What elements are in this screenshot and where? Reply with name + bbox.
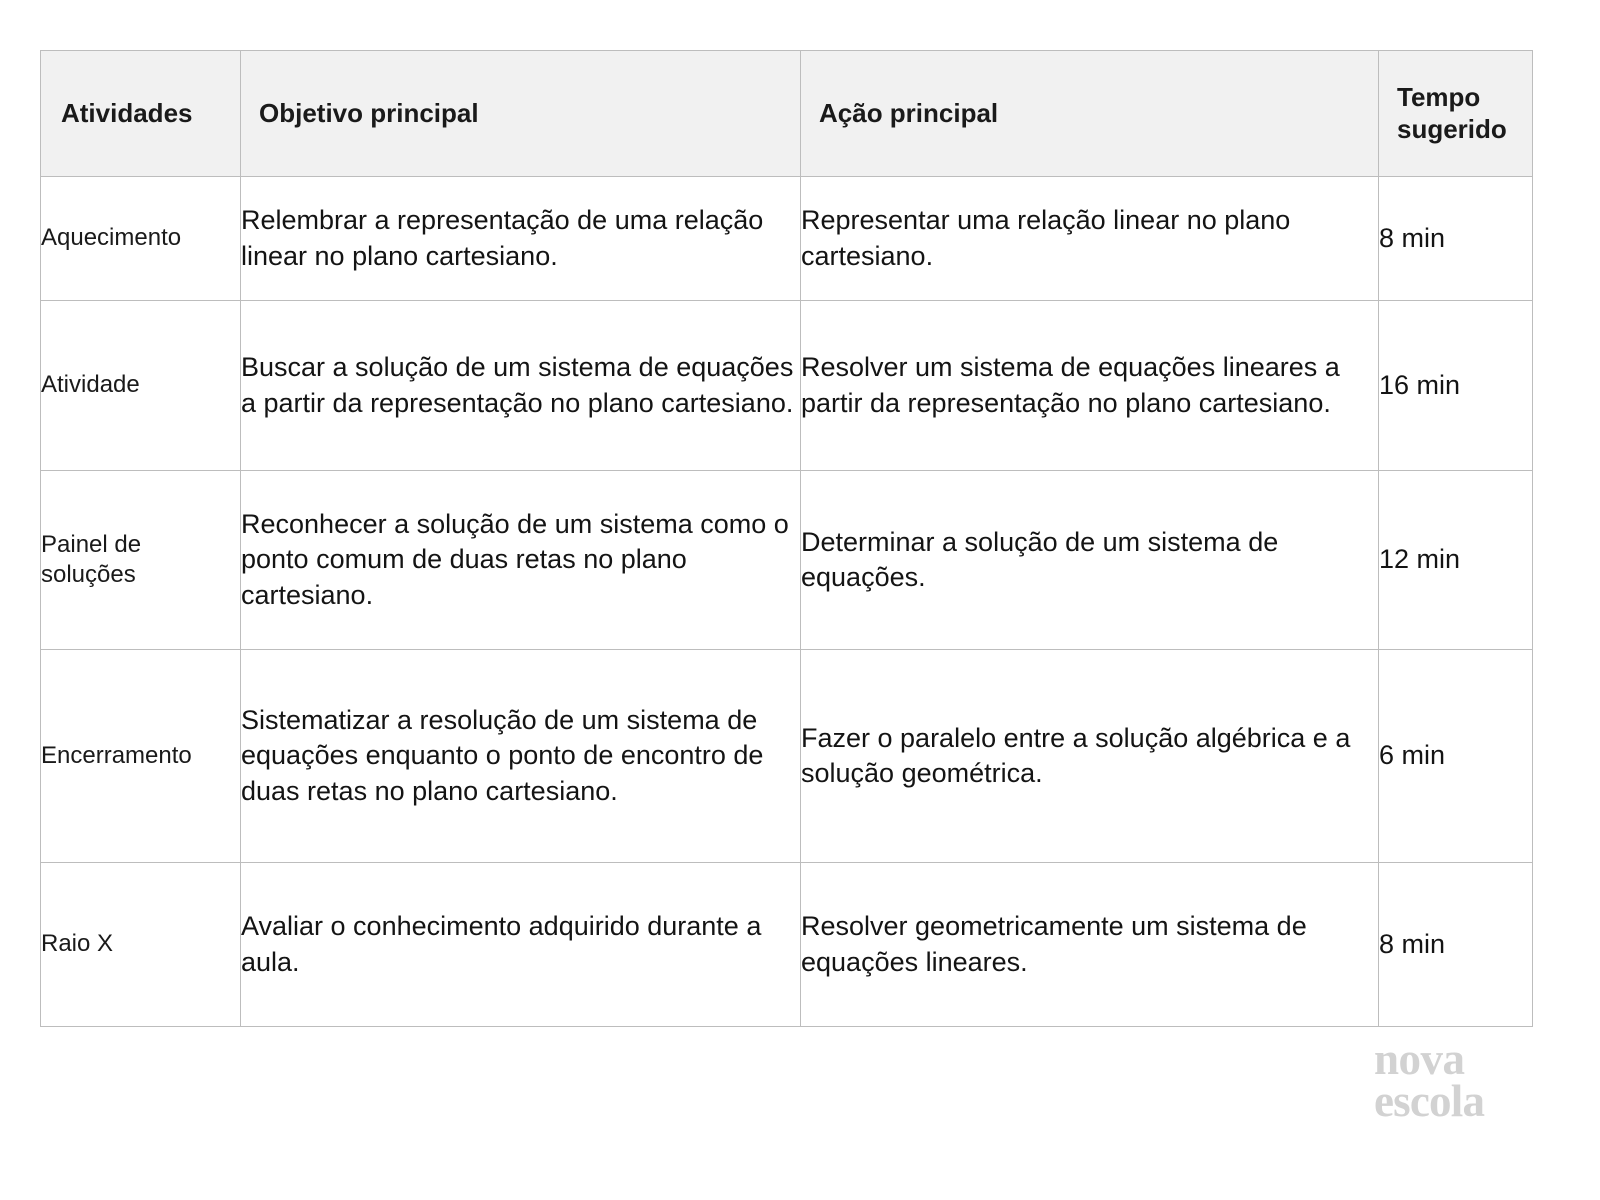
cell-objetivo bbox=[241, 471, 801, 650]
cell-atividade bbox=[41, 301, 241, 471]
cell-objetivo bbox=[241, 301, 801, 471]
cell-atividade bbox=[41, 650, 241, 863]
cell-acao bbox=[801, 650, 1379, 863]
atividade-label: Atividade bbox=[41, 371, 140, 399]
lesson-plan-table bbox=[40, 50, 1533, 1027]
tempo-value: 16 min bbox=[1379, 369, 1461, 400]
logo-line-escola: escola bbox=[1374, 1075, 1485, 1126]
objetivo-text: Avaliar o conhecimento adquirido durante a aula. bbox=[241, 911, 762, 977]
acao-text: Fazer o paralelo entre a solução algébrica e a solução geométrica. bbox=[801, 722, 1351, 788]
table-header bbox=[41, 51, 1533, 177]
acao-text: Resolver geometricamente um sistema de equações lineares. bbox=[801, 911, 1307, 977]
atividade-label: Raio X bbox=[41, 930, 114, 958]
objetivo-text: Sistematizar a resolução de um sistema de equações enquanto o ponto de encontro de duas retas no plano cartesiano. bbox=[241, 705, 764, 806]
column-header-acao-principal: Ação principal bbox=[801, 51, 1379, 177]
objetivo-text: Reconhecer a solução de um sistema como o ponto comum de duas retas no plano cartesiano. bbox=[241, 509, 789, 610]
logo-line-nova: nova bbox=[1374, 1034, 1465, 1084]
atividade-label: Encerramento bbox=[41, 741, 192, 769]
acao-text: Representar uma relação linear no plano cartesiano. bbox=[801, 205, 1291, 271]
cell-atividade bbox=[41, 863, 241, 1027]
tempo-value: 6 min bbox=[1379, 740, 1446, 771]
table-row bbox=[41, 650, 1533, 863]
cell-acao bbox=[801, 863, 1379, 1027]
table-body bbox=[41, 177, 1533, 1027]
table-row bbox=[41, 301, 1533, 471]
tempo-value: 8 min bbox=[1379, 928, 1446, 959]
nova-escola-logo bbox=[1374, 1034, 1534, 1126]
cell-tempo bbox=[1379, 177, 1533, 301]
acao-text: Resolver um sistema de equações lineares a partir da representação no plano cartesiano. bbox=[801, 352, 1340, 418]
cell-acao bbox=[801, 301, 1379, 471]
activities-table-container bbox=[40, 50, 1532, 1027]
cell-objetivo bbox=[241, 177, 801, 301]
objetivo-text: Buscar a solução de um sistema de equações a partir da representação no plano cartesiano. bbox=[241, 352, 794, 418]
column-header-objetivo-principal: Objetivo principal bbox=[241, 51, 801, 177]
tempo-value: 8 min bbox=[1379, 222, 1446, 253]
acao-text: Determinar a solução de um sistema de equações. bbox=[801, 526, 1279, 592]
atividade-label: Aquecimento bbox=[41, 224, 182, 252]
column-header-tempo-sugerido: Tempo sugerido bbox=[1379, 51, 1533, 177]
tempo-value: 12 min bbox=[1379, 544, 1461, 575]
table-row bbox=[41, 471, 1533, 650]
cell-acao bbox=[801, 471, 1379, 650]
atividade-label: Painel de soluções bbox=[41, 530, 142, 588]
cell-tempo bbox=[1379, 863, 1533, 1027]
cell-objetivo bbox=[241, 650, 801, 863]
cell-tempo bbox=[1379, 650, 1533, 863]
column-header-atividades: Atividades bbox=[41, 51, 241, 177]
objetivo-text: Relembrar a representação de uma relação linear no plano cartesiano. bbox=[241, 205, 764, 271]
cell-atividade bbox=[41, 177, 241, 301]
table-row bbox=[41, 177, 1533, 301]
table-header-row bbox=[41, 51, 1533, 177]
cell-atividade bbox=[41, 471, 241, 650]
table-row bbox=[41, 863, 1533, 1027]
cell-objetivo bbox=[241, 863, 801, 1027]
cell-tempo bbox=[1379, 301, 1533, 471]
cell-acao bbox=[801, 177, 1379, 301]
cell-tempo bbox=[1379, 471, 1533, 650]
